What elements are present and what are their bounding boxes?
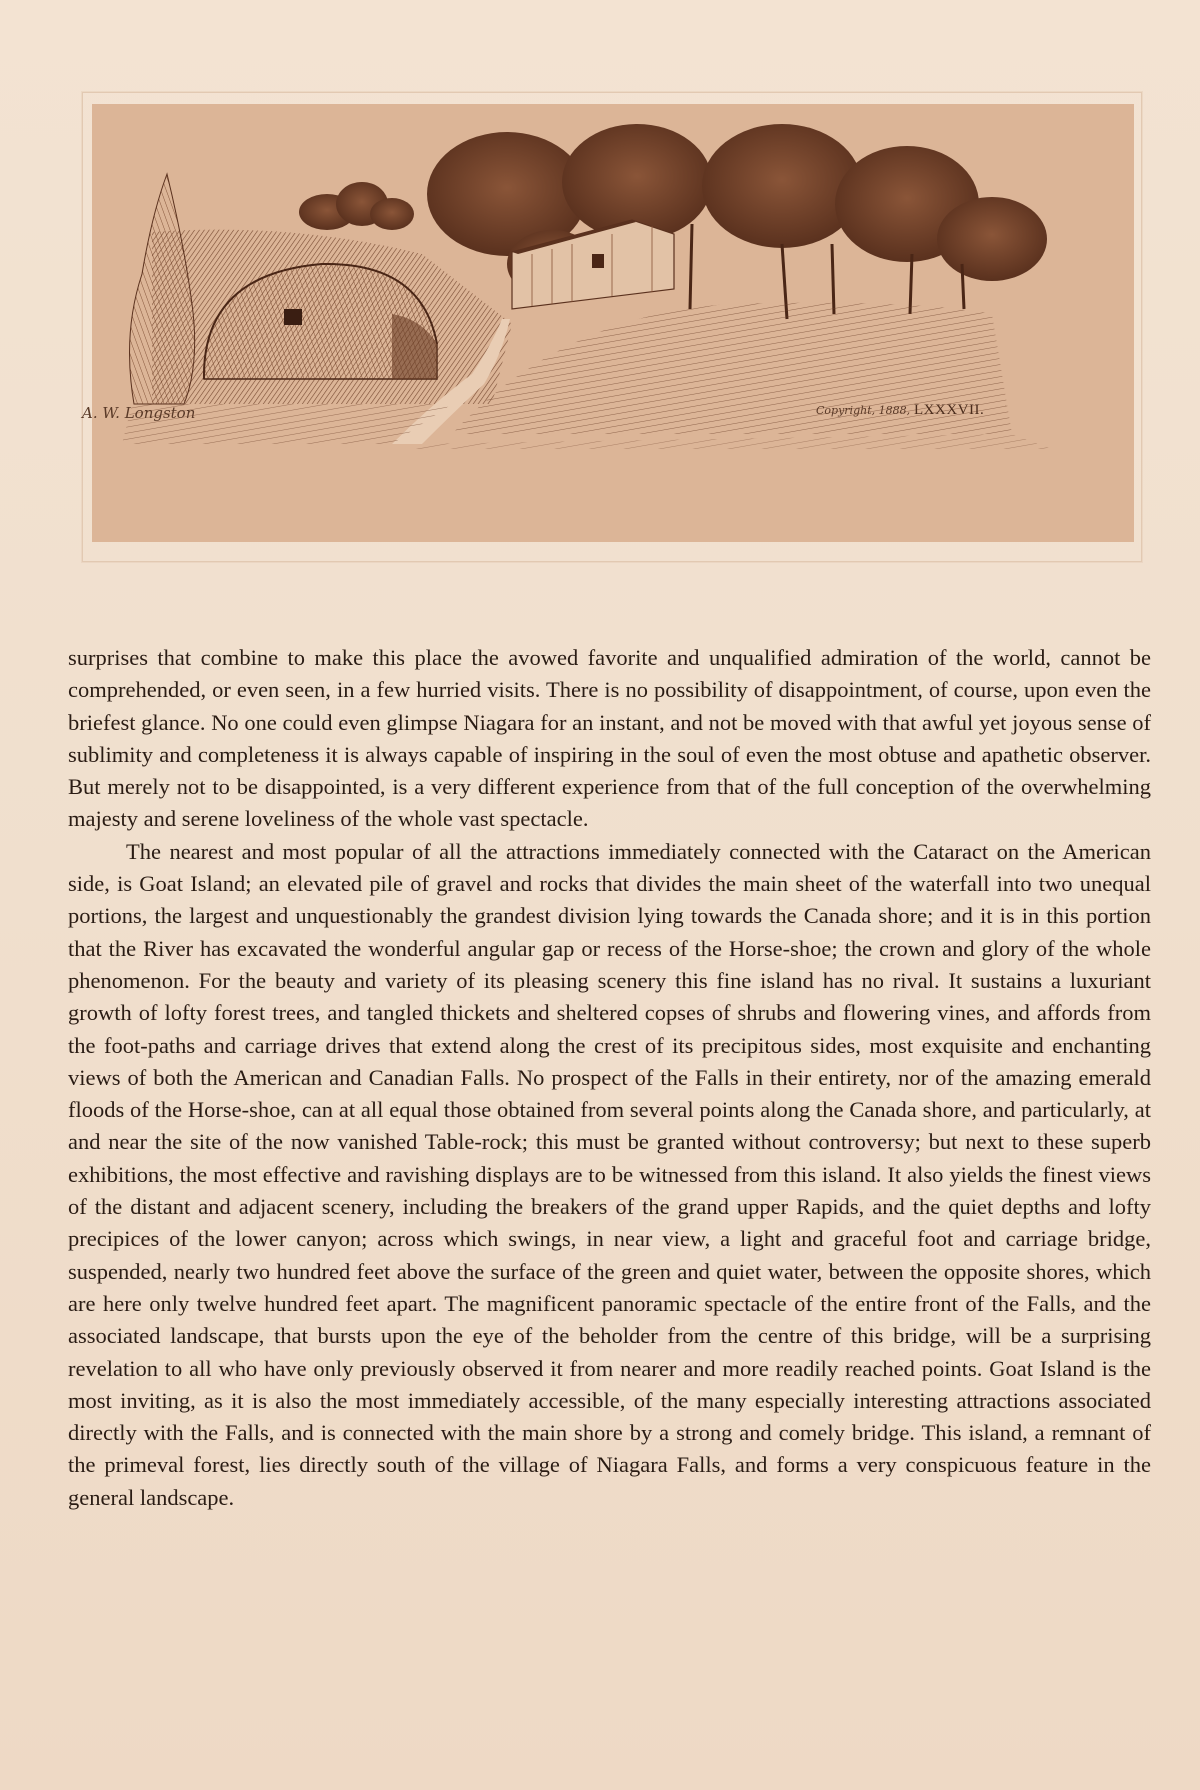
copyright-notice: Copyright, 1888, xyxy=(816,404,911,417)
paragraph-2: The nearest and most popular of all the attractions immediately connected with the Cataract on the American side, is Goat Island; an elevated pile of gravel and rocks that divides the main sheet of the waterfall into two unequal portions, the largest and unquestionably the grandest division lying towards the Canada shore; and it is in this portion that the River has excavated the wonderful angular gap or recess of the Horse-shoe; the crown and glory of the whole phenomenon. For the beauty and variety of its pleasing scenery this fine island has no rival. It sustains a luxuriant growth of lofty forest trees, and tangled thickets and sheltered copses of shrubs and flowering vines, and affords from the foot-paths and carriage drives that extend along the crest of its precipitous sides, most exquisite and enchanting views of both the American and Canadian Falls. No prospect of the Falls in their entirety, nor of the amazing emerald floods of the Horse-shoe, can at all equal those obtained from several points along the Canada shore, and particularly, at and near the site of the now vanished Table-rock; this must be granted without controversy; but next to these superb exhibitions, the most effective and ravishing displays are to be witnessed from this island. It also yields the finest views of the distant and adjacent scenery, including the breakers of the grand upper Rapids, and the quiet depths and lofty precipices of the lower canyon; across which swings, in near view, a light and graceful foot and carriage bridge, suspended, nearly two hundred feet above the surface of the green and quiet water, between the opposite shores, which are here only twelve hundred feet apart. The magnificent panoramic spectacle of the entire front of the Falls, and the associated landscape, that bursts upon the eye of the beholder from the centre of this bridge, will be a surprising revelation to all who have only previously observed it from nearer and more readily reached points. Goat Island is the most inviting, as it is also the most immediately accessible, of the many especially interesting attractions associated directly with the Falls, and is connected with the main shore by a strong and comely bridge. This island, a remnant of the primeval forest, lies directly south of the village of Niagara Falls, and forms a very conspicuous feature in the general landscape. xyxy=(68,838,1151,1510)
artist-signature: A. W. Longston xyxy=(82,404,196,422)
paragraph-1: surprises that combine to make this place the avowed favorite and unqualified admiration of the world, cannot be comprehended, or even seen, in a few hurried visits. There is no possibility of disappointment, of course, upon even the briefest glance. No one could even glimpse Niagara for an instant, and not be moved with that awful yet joyous sense of sublimity and completeness it is always capable of inspiring in the soul of even the most obtuse and apathetic observer. But merely not to be disappointed, is a very different experience from that of the full conception of the overwhelming majesty and serene loveliness of the whole vast spectacle. xyxy=(68,645,1151,832)
etching-illustration xyxy=(92,104,1134,542)
body-text xyxy=(68,642,1151,1514)
plate-number: LXXXVII. xyxy=(914,402,985,418)
